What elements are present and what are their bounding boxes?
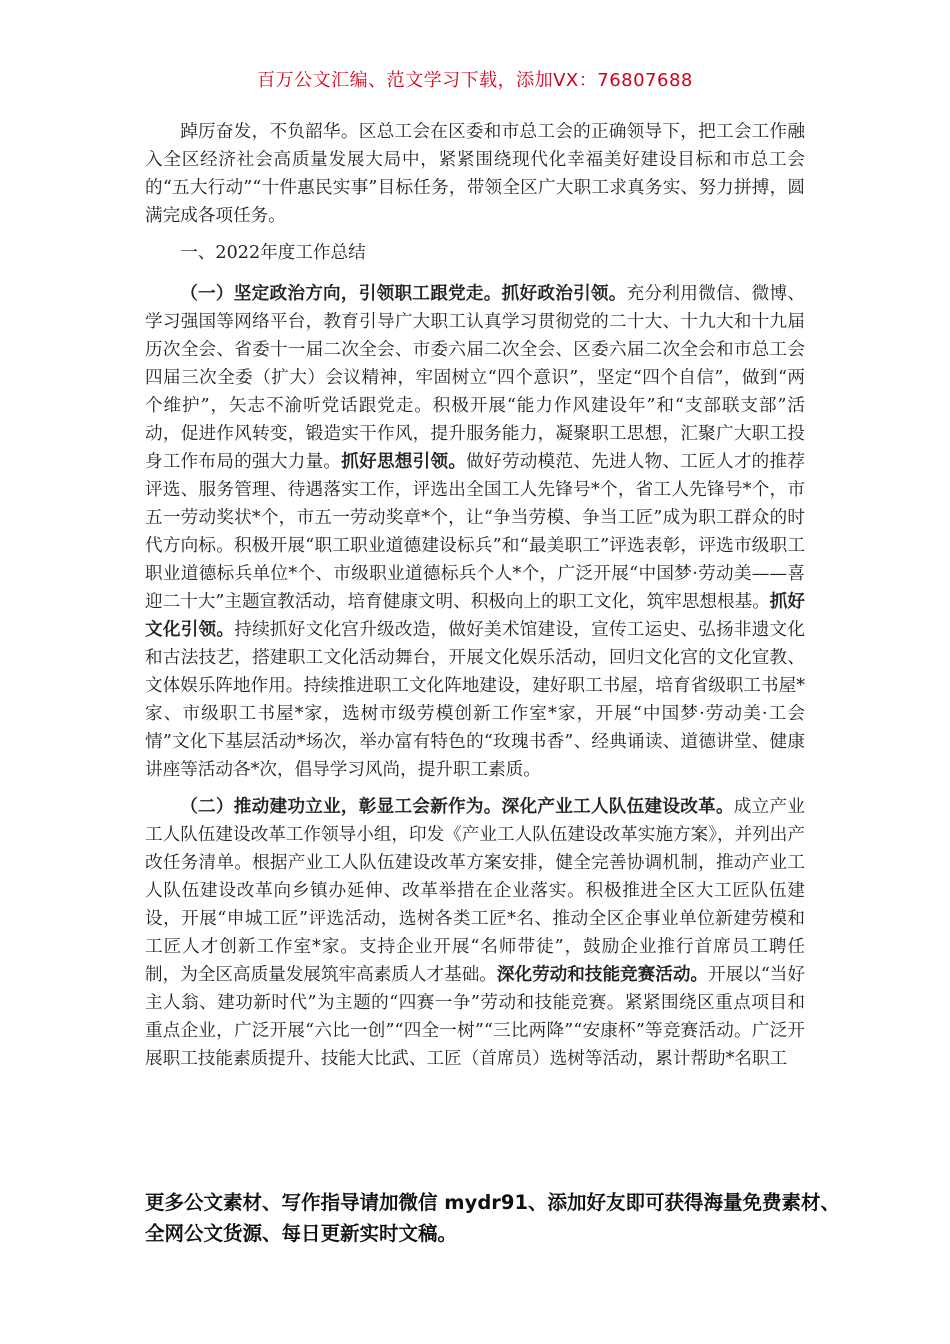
paragraph-title: （二）推动建功立业，彰显工会新作为。 <box>180 796 502 817</box>
paragraph-political-guidance <box>145 280 805 784</box>
subheading: 抓好文化引领。 <box>145 591 805 640</box>
intro-paragraph: 踔厉奋发，不负韶华。区总工会在区委和市总工会的正确领导下，把工会工作融入全区经济社会高质量发展大局中，紧紧围绕现代化幸福美好建设目标和市总工会的“五大行动”“十件惠民实事”目标任务，带领全区广大职工求真务实、努力拼搏，圆满完成各项任务。 <box>145 122 805 226</box>
header-banner: 百万公文汇编、范文学习下载，添加VX：76807688 <box>257 70 693 91</box>
paragraph-text: 开展以“当好主人翁、建功新时代”为主题的“四赛一争”劳动和技能竞赛。紧紧围绕区重点项目和重点企业，广泛开展“六比一创”“四全一树”“三比两降”“安康杯”等竞赛活动。广泛开展职工技能素质提升、技能大比武、工匠（首席员）选树等活动，累计帮助*名职工 <box>145 965 805 1069</box>
subheading: 深化劳动和技能竞赛活动。 <box>496 964 709 985</box>
subheading: 抓好思想引领。 <box>341 451 467 472</box>
paragraph-text: 充分利用微信、微博、学习强国等网络平台，教育引导广大职工认真学习贯彻党的二十大、十九大和十九届历次全会、省委十一届二次全会、市委六届二次全会、区委六届二次全会和市总工会四届三次全委（扩大）会议精神，牢固树立“四个意识”，坚定“四个自信”，做到“两个维护”，矢志不渝听党话跟党走。积极开展“能力作风建设年”和“支部联支部”活动，促进作风转变，锻造实干作风，提升服务能力，凝聚职工思想，汇聚广大职工投身工作布局的强大力量。 <box>145 284 805 472</box>
section-heading: 一、2022年度工作总结 <box>180 243 366 263</box>
footer-notice: 更多公文素材、写作指导请加微信 mydr91、添加好友即可获得海量免费素材、全网公文货源、每日更新实时文稿。 <box>145 1191 841 1245</box>
paragraph-text: 成立产业工人队伍建设改革工作领导小组，印发《产业工人队伍建设改革实施方案》，并列出产改任务清单。根据产业工人队伍建设改革方案安排，健全完善协调机制，推动产业工人队伍建设改革向乡镇办延伸、改革举措在企业落实。积极推进全区大工匠队伍建设，开展“申城工匠”评选活动，选树各类工匠*名、推动全区企事业单位新建劳模和工匠人才创新工作室*家。支持企业开展“名师带徒”，鼓励企业推行首席员工聘任制，为全区高质量发展筑牢高素质人才基础。 <box>145 797 805 985</box>
paragraph-achievements <box>145 793 805 1073</box>
paragraph-text: 做好劳动模范、先进人物、工匠人才的推荐评选、服务管理、待遇落实工作，评选出全国工人先锋号*个，省工人先锋号*个，市五一劳动奖状*个，市五一劳动奖章*个，让“争当劳模、争当工匠”成为职工群众的时代方向标。积极开展“职工职业道德建设标兵”和“最美职工”评选表彰，评选市级职工职业道德标兵单位*个、市级职业道德标兵个人*个，广泛开展“中国梦·劳动美——喜迎二十大”主题宣教活动，培育健康文明、积极向上的职工文化，筑牢思想根基。 <box>145 452 805 612</box>
subheading: 抓好政治引领。 <box>501 283 627 304</box>
paragraph-title: （一）坚定政治方向，引领职工跟党走。 <box>180 283 502 304</box>
subheading: 深化产业工人队伍建设改革。 <box>501 796 734 817</box>
document-body <box>145 118 805 1082</box>
paragraph-text: 持续抓好文化宫升级改造，做好美术馆建设，宣传工运史、弘扬非遗文化和古法技艺，搭建职工文化活动舞台，开展文化娱乐活动，回归文化宫的文化宣教、文体娱乐阵地作用。持续推进职工文化阵地建设，建好职工书屋，培育省级职工书屋*家、市级职工书屋*家，选树市级劳模创新工作室*家，开展“中国梦·劳动美·工会情”文化下基层活动*场次，举办富有特色的“玫瑰书香”、经典诵读、道德讲堂、健康讲座等活动各*次，倡导学习风尚，提升职工素质。 <box>145 620 805 780</box>
